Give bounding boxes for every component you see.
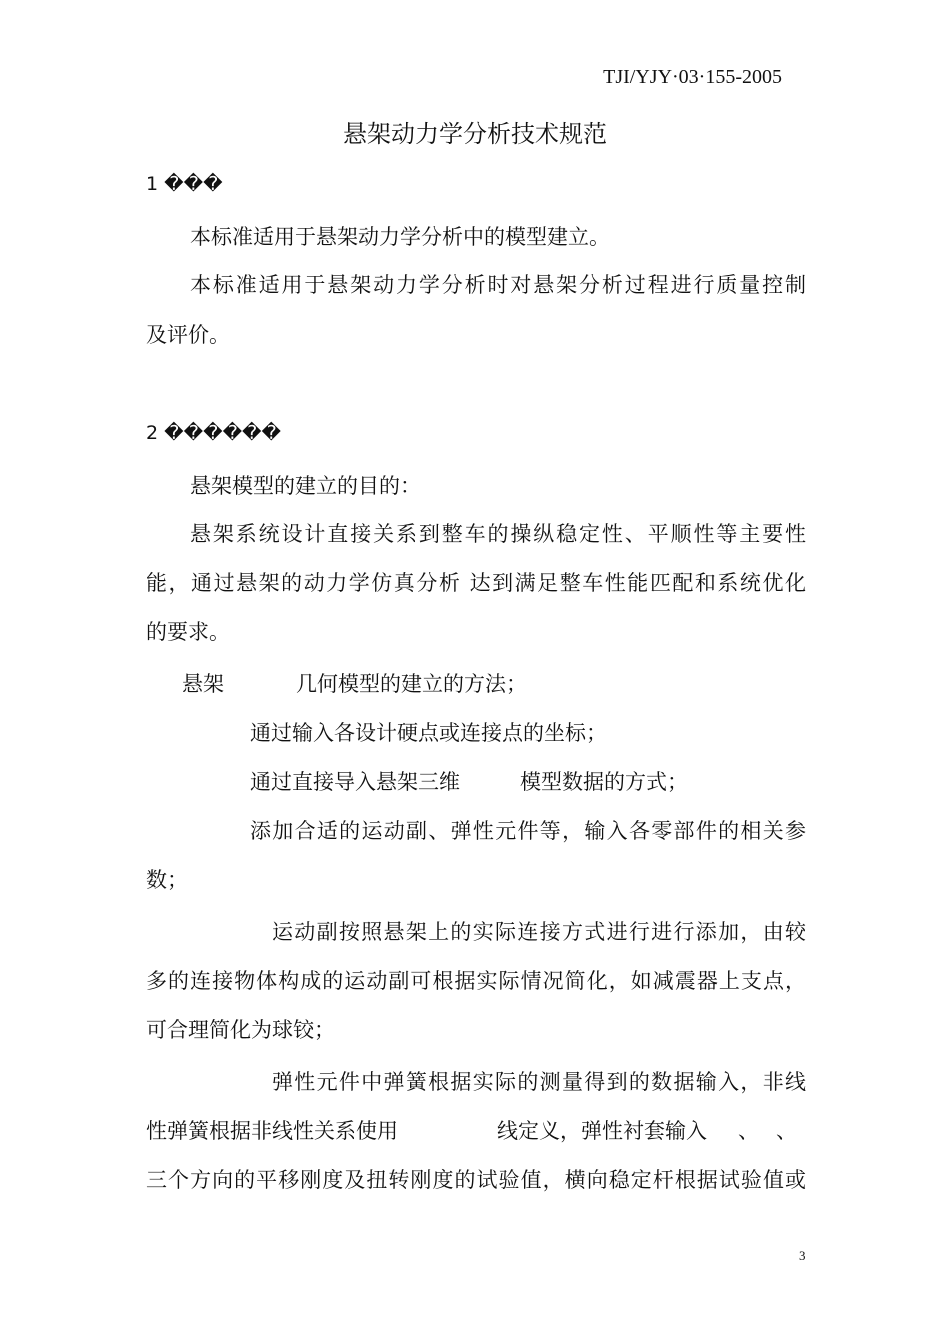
method-label-part-a: 悬架 — [182, 672, 224, 696]
model-purpose-label: 悬架模型的建立的目的： — [190, 474, 421, 498]
purpose-line-2: 能，通过悬架的动力学仿真分析 达到满足整车性能匹配和系统优化 — [146, 571, 806, 595]
method-item-2-part-b: 模型数据的方式； — [520, 770, 688, 794]
method-item-1: 通过输入各设计硬点或连接点的坐标； — [250, 721, 607, 745]
elastic-paragraph-line-2-comma-1: 、 — [738, 1119, 759, 1143]
elastic-paragraph-line-2-part-a: 性弹簧根据非线性关系使用 — [146, 1119, 398, 1143]
method-item-2-part-a: 通过直接导入悬架三维 — [250, 770, 460, 794]
elastic-paragraph-line-2-part-b: 线定义，弹性衬套输入 — [497, 1119, 707, 1143]
method-item-3-line-2: 数； — [146, 868, 188, 892]
joint-paragraph-line-3: 可合理简化为球铰； — [146, 1018, 335, 1042]
method-item-3-line-1: 添加合适的运动副、弹性元件等，输入各零部件的相关参 — [250, 819, 806, 843]
elastic-paragraph-line-1: 弹性元件中弹簧根据实际的测量得到的数据输入，非线 — [272, 1070, 806, 1094]
joint-paragraph-line-1: 运动副按照悬架上的实际连接方式进行进行添加，由较 — [272, 920, 806, 944]
joint-paragraph-line-2: 多的连接物体构成的运动副可根据实际情况简化，如减震器上支点， — [146, 969, 806, 993]
page-number: 3 — [799, 1248, 806, 1263]
document-title: 悬架动力学分析技术规范 — [343, 120, 607, 148]
method-label-part-b: 几何模型的建立的方法； — [296, 672, 527, 696]
elastic-paragraph-line-3: 三个方向的平移刚度及扭转刚度的试验值，横向稳定杆根据试验值或 — [146, 1168, 806, 1192]
purpose-line-3: 的要求。 — [146, 620, 230, 644]
elastic-paragraph-line-2-comma-2: 、 — [776, 1119, 797, 1143]
document-code: TJI/YJY·03·155-2005 — [603, 66, 782, 88]
scope-paragraph-2-line-1: 本标准适用于悬架动力学分析时对悬架分析过程进行质量控制 — [190, 273, 806, 297]
scope-paragraph-1: 本标准适用于悬架动力学分析中的模型建立。 — [190, 225, 610, 249]
section-1-heading: 1 ��� — [146, 173, 223, 195]
purpose-line-1: 悬架系统设计直接关系到整车的操纵稳定性、平顺性等主要性 — [190, 522, 806, 546]
scope-paragraph-2-line-2: 及评价。 — [146, 323, 230, 347]
section-2-heading: 2 ������ — [146, 422, 282, 444]
